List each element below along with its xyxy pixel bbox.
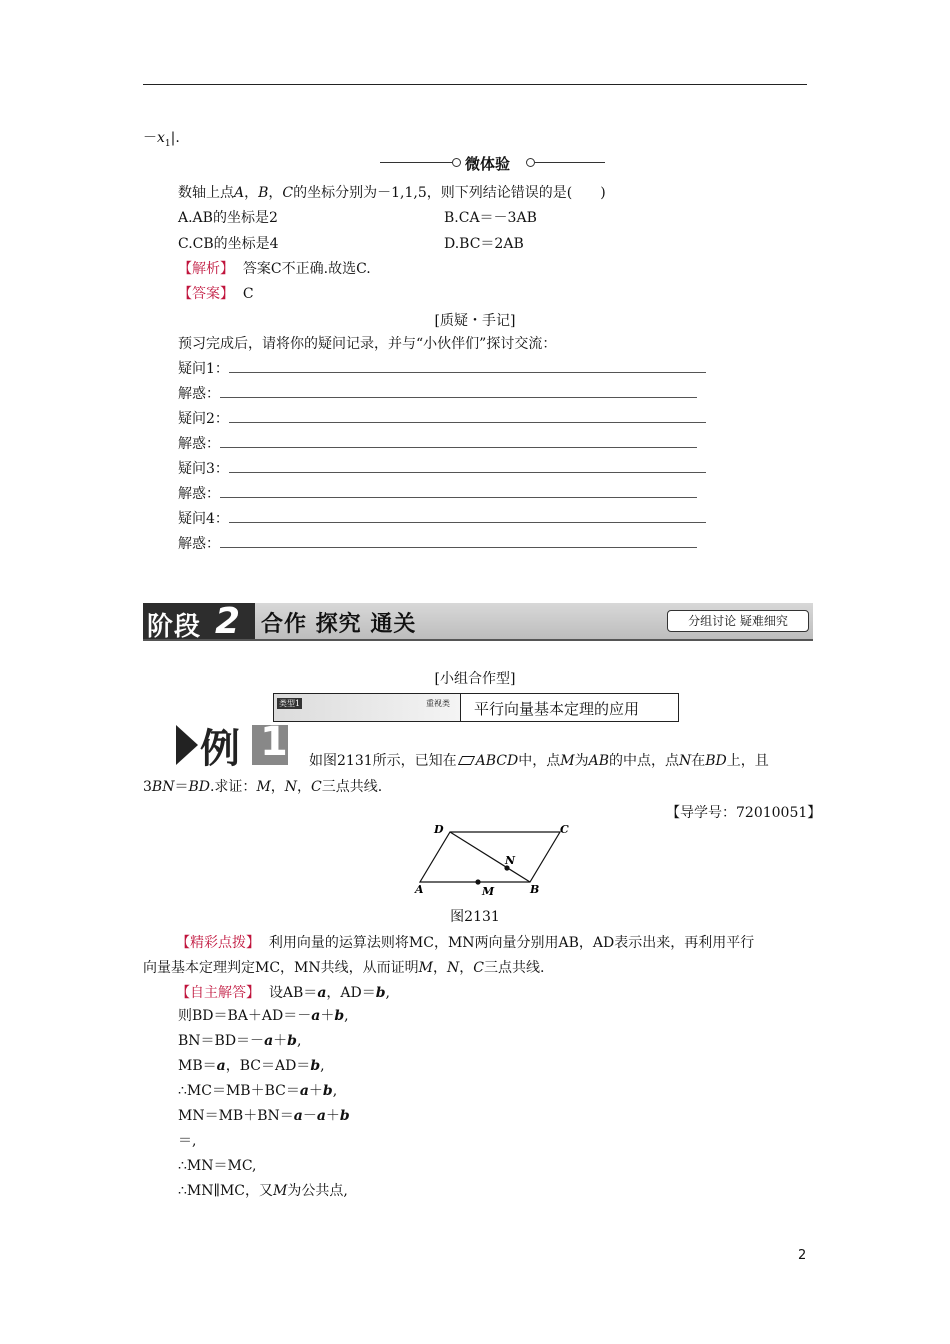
label-d: D <box>434 823 444 836</box>
stage-tag: 分组讨论 疑难细究 <box>667 610 809 632</box>
label-b: B <box>530 883 540 896</box>
zizhu-line-6: ＝, <box>178 1133 197 1149</box>
label-c: C <box>560 823 569 836</box>
note-blank[interactable] <box>229 360 706 373</box>
weitiyan-heading <box>380 153 605 173</box>
note-row-4: 解惑： <box>178 435 697 453</box>
example-line-2: 3BN＝BD.求证：M，N，C三点共线. <box>143 779 383 795</box>
guide-number: 【导学号：72010051】 <box>666 805 822 821</box>
example-line-1: 如图2131所示，已知在 ABCD中，点M为AB的中点，点N在BD上，且 <box>309 753 769 769</box>
type-bar <box>273 693 679 722</box>
stage-number: 2 <box>215 601 241 642</box>
page-number: 2 <box>798 1248 807 1263</box>
note-row-2: 解惑： <box>178 385 697 403</box>
left-dot-icon <box>452 158 461 167</box>
stage-label: 阶段 <box>147 612 202 642</box>
weitiyan-title: 微体验 <box>465 155 511 173</box>
jingcai-label: 【精彩点拨】 <box>176 935 260 951</box>
label-m: M <box>482 885 495 897</box>
group-type-title: [小组合作型] <box>434 671 516 687</box>
type-topic: 平行向量基本定理的应用 <box>474 700 640 718</box>
option-c[interactable]: C.CB的坐标是4 <box>178 236 279 252</box>
example-badge <box>176 719 290 772</box>
zizhu-line-1: 则BD＝BA＋AD＝－a＋b, <box>178 1008 349 1024</box>
zizhu-line-8: ∴MN∥MC，又M为公共点, <box>178 1183 348 1199</box>
jingcai-line-1: 【精彩点拨】 利用向量的运算法则将MC，MN两向量分别用AB，AD表示出来，再利用平行 <box>176 935 755 951</box>
note-row-6: 解惑： <box>178 485 697 503</box>
note-row-8: 解惑： <box>178 535 697 553</box>
daan-line: 【答案】 C <box>178 286 254 302</box>
figure-caption: 图2131 <box>450 909 500 925</box>
zizhu-line-2: BN＝BD＝－a＋b, <box>178 1033 302 1049</box>
segment-mn <box>478 868 508 882</box>
type-tag: 类型1 <box>279 699 301 708</box>
parallelogram-figure <box>410 822 580 897</box>
example-label: 例 <box>200 726 240 772</box>
label-a: A <box>415 883 424 896</box>
zhiyi-title: [质疑・手记] <box>434 313 516 329</box>
zizhu-line-7: ∴MN＝MC, <box>178 1158 257 1174</box>
option-d[interactable]: D.BC＝2AB <box>444 236 524 252</box>
example-arrow-icon <box>176 725 198 765</box>
option-a[interactable]: A.AB的坐标是2 <box>178 210 278 226</box>
left-rule <box>380 162 452 163</box>
type-tag-2: 重视类 <box>426 699 450 708</box>
note-row-5: 疑问3： <box>178 460 706 478</box>
note-row-1: 疑问1： <box>178 360 706 378</box>
top-fragment: $-x_1|$. <box>143 130 180 149</box>
note-blank[interactable] <box>229 460 706 473</box>
note-row-7: 疑问4： <box>178 510 706 528</box>
point-m <box>475 879 480 884</box>
question-stem: 数轴上点A，B，C的坐标分别为－1,1,5，则下列结论错误的是( ) <box>178 185 606 201</box>
note-blank[interactable] <box>220 385 697 398</box>
daan-label: 【答案】 <box>178 286 234 302</box>
stage-title: 合作 探究 通关 <box>261 612 417 637</box>
note-blank[interactable] <box>220 485 697 498</box>
label-n: N <box>505 854 516 867</box>
note-blank[interactable] <box>220 535 697 548</box>
note-blank[interactable] <box>229 410 706 423</box>
diagonal-bd <box>450 832 530 882</box>
right-rule <box>535 162 605 163</box>
zizhu-label: 【自主解答】 <box>176 985 260 1001</box>
zhiyi-intro: 预习完成后，请将你的疑问记录，并与“小伙伴们”探讨交流： <box>178 336 557 352</box>
zizhu-line-5: MN＝MB＋BN＝a－a＋b <box>178 1108 350 1124</box>
zizhu-line-0: 【自主解答】 设AB＝a，AD＝b, <box>176 985 390 1001</box>
right-dot-icon <box>526 158 535 167</box>
jiexi-line: 【解析】 答案C不正确.故选C. <box>178 261 371 277</box>
example-number: 1 <box>260 719 288 765</box>
stage-banner <box>143 601 813 642</box>
jingcai-line-2: 向量基本定理判定MC，MN共线，从而证明M，N，C三点共线. <box>143 960 545 976</box>
zizhu-line-4: ∴MC＝MB＋BC＝a＋b, <box>178 1083 338 1099</box>
option-b[interactable]: B.CA＝－3AB <box>444 210 537 226</box>
note-blank[interactable] <box>220 435 697 448</box>
parallelogram-icon <box>458 756 475 765</box>
note-row-3: 疑问2： <box>178 410 706 428</box>
header-rule <box>143 84 807 85</box>
note-blank[interactable] <box>229 510 706 523</box>
zizhu-line-3: MB＝a，BC＝AD＝b, <box>178 1058 325 1074</box>
jiexi-label: 【解析】 <box>178 261 234 277</box>
